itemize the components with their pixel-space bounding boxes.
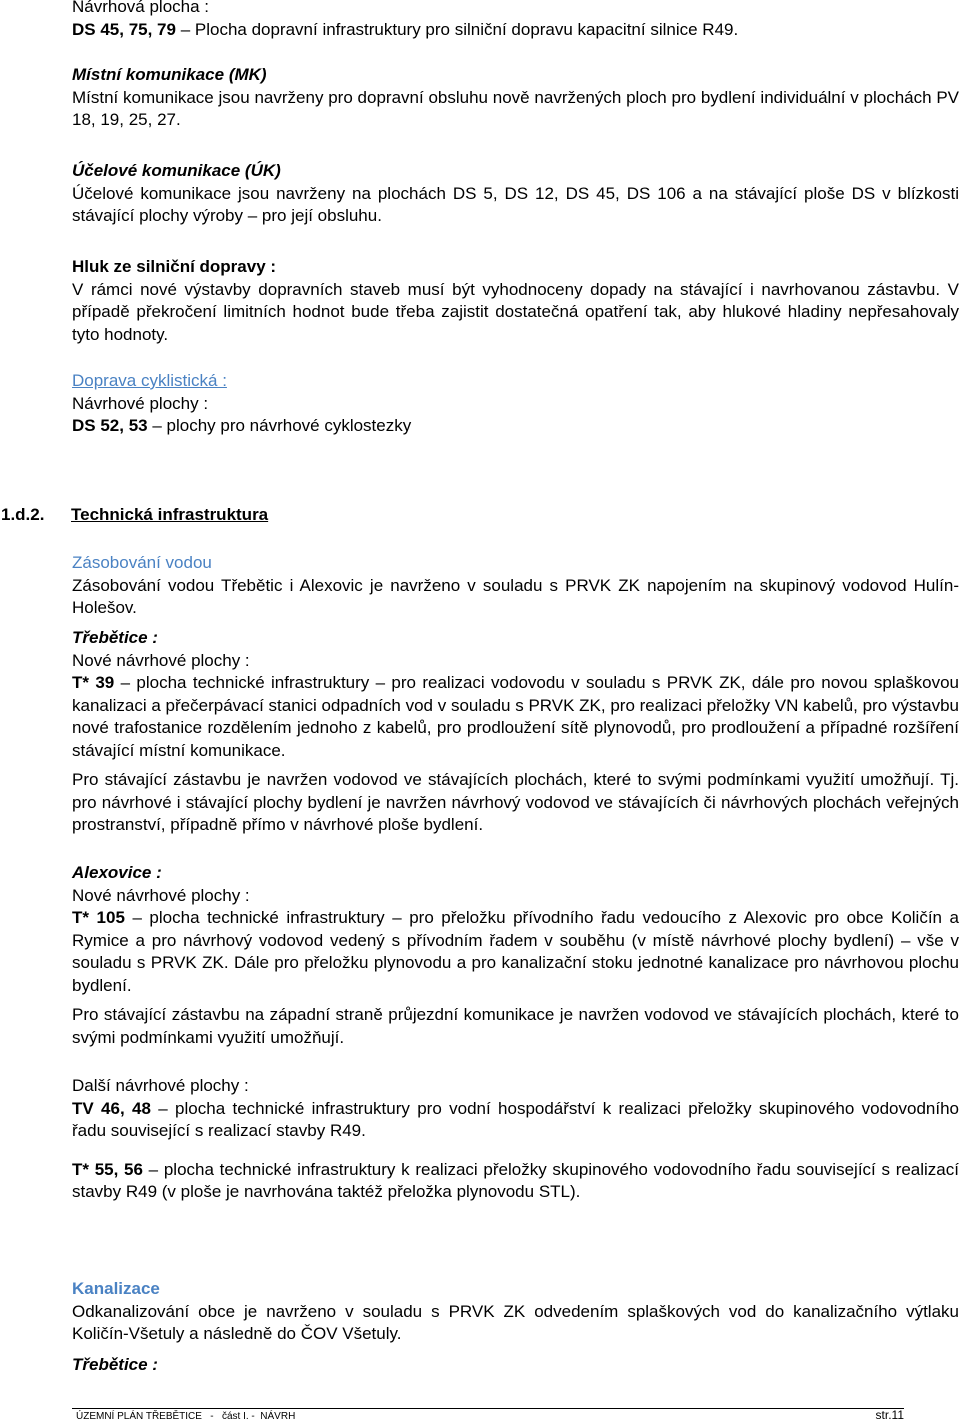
kanal-text: Odkanalizování obce je navrženo v souladu s PRVK ZK odvedením splaškových vod do kanalizačního výtlaku Količín-Všetuly a následně do ČOV Všetuly. <box>72 1301 959 1343</box>
ds-codes: DS 45, 75, 79 <box>72 19 176 39</box>
dalsi-label: Další návrhové plochy : <box>72 1076 249 1095</box>
cyklo-heading: Doprava cyklistická : <box>72 371 227 390</box>
t55-paragraph <box>72 1159 959 1204</box>
t105-desc: – plocha technické infrastruktury – pro přeložku přívodního řadu vedoucího z Alexovic pro obce Količín a Rymice a pro návrhový vodovod vedený s přívodním řadem v souběhu (v místě návrhové plochy bydlení) – vše v souladu s PRVK ZK. Dále pro přeložku plynovodu a pro kanalizační stoku jednotné kanalizace pro návrhovou plochu bydlení. <box>72 908 959 995</box>
section-number: 1.d.2. <box>1 505 45 524</box>
navrhova-plocha-label: Návrhová plocha : <box>72 0 210 16</box>
cyklo-label: Návrhové plochy : <box>72 393 209 413</box>
trebetice-heading: Třebětice : <box>72 628 158 647</box>
tv46-paragraph <box>72 1098 959 1143</box>
alexovice-label: Nové návrhové plochy : <box>72 885 250 905</box>
hluk-heading: Hluk ze silniční dopravy : <box>72 257 277 276</box>
mk-heading: Místní komunikace (MK) <box>72 65 267 84</box>
t55-codes: T* 55, 56 <box>72 1159 143 1179</box>
t39-codes: T* 39 <box>72 673 115 692</box>
t105-codes: T* 105 <box>72 908 125 927</box>
kanal-heading: Kanalizace <box>72 1279 160 1298</box>
section-title: Technická infrastruktura <box>71 505 269 524</box>
footer-title: ÚZEMNÍ PLÁN TŘEBĚTICE - část I. - NÁVRH <box>76 1411 296 1422</box>
uk-text: Účelové komunikace jsou navrženy na plochách DS 5, DS 12, DS 45, DS 106 a na stávající ploše DS v blízkosti stávající plochy výroby – pro její obsluhu. <box>72 183 959 225</box>
voda-heading: Zásobování vodou <box>72 553 212 572</box>
alexovice-text2: Pro stávající zástavbu na západní straně průjezdní komunikace je navržen vodovod ve stávajících plochách, které to svými podmínkami využití umožňují. <box>72 1005 959 1047</box>
tv46-codes: TV 46, 48 <box>72 1098 151 1118</box>
trebetice-label: Nové návrhové plochy : <box>72 650 250 670</box>
cyklo-desc: – plochy pro návrhové cyklostezky <box>147 416 412 435</box>
trebetice-t39 <box>72 672 959 762</box>
cyklo-paragraph <box>72 415 959 438</box>
cyklo-codes: DS 52, 53 <box>72 416 148 435</box>
alexovice-heading: Alexovice : <box>72 863 162 882</box>
kanal-sub-heading: Třebětice : <box>72 1354 158 1374</box>
hluk-text: V rámci nové výstavby dopravních staveb musí být vyhodnoceny dopady na stávající i navrhovanou zástavbu. V případě překročení limitních hodnot bude třeba zajistit dostatečná opatření tak, aby hlukové hladiny nepřesahovaly tyto hodnoty. <box>72 279 959 344</box>
alexovice-t105 <box>72 907 959 997</box>
tv46-desc: – plocha technické infrastruktury pro vodní hospodářství k realizaci přeložky skupinového vodovodního řadu související s realizací stavby R49. <box>72 1098 959 1140</box>
page-number: str.11 <box>875 1408 904 1422</box>
mk-text: Místní komunikace jsou navrženy pro dopravní obsluhu nově navržených ploch pro bydlení individuální v plochách PV 18, 19, 25, 27. <box>72 87 959 129</box>
uk-heading: Účelové komunikace (ÚK) <box>72 161 281 180</box>
voda-text: Zásobování vodou Třebětic i Alexovic je navrženo v souladu s PRVK ZK napojením na skupinový vodovod Hulín-Holešov. <box>72 575 959 617</box>
t39-desc: – plocha technické infrastruktury – pro realizaci vodovodu v souladu s PRVK ZK, dále pro novou splaškovou kanalizaci a přečerpávací stanici odpadních vod v souladu s PRVK ZK, pro realizaci přeložky VN kabelů, pro výstavbu nové trafostanice rozdělením jednoho z kabelů, pro prodloužení sítě plynovodů, pro prodloužení a případné rozšíření stávající místní komunikace. <box>72 673 959 760</box>
trebetice-text2: Pro stávající zástavbu je navržen vodovod ve stávajících plochách, které to svými podmínkami využití umožňují. Tj. pro návrhové i stávající plochy bydlení je navržen návrhový vodovod ve stávajících či návrhových plochách veřejných prostranství, případně přímo v návrhové ploše bydlení. <box>72 770 959 834</box>
ds-paragraph <box>72 19 959 42</box>
t55-desc: – plocha technické infrastruktury k realizaci přeložky skupinového vodovodního řadu související s realizací stavby R49 (v ploše je navrhována taktéž přeložka plynovodu STL). <box>72 1159 959 1201</box>
ds-desc: – Plocha dopravní infrastruktury pro silniční dopravu kapacitní silnice R49. <box>175 19 739 39</box>
